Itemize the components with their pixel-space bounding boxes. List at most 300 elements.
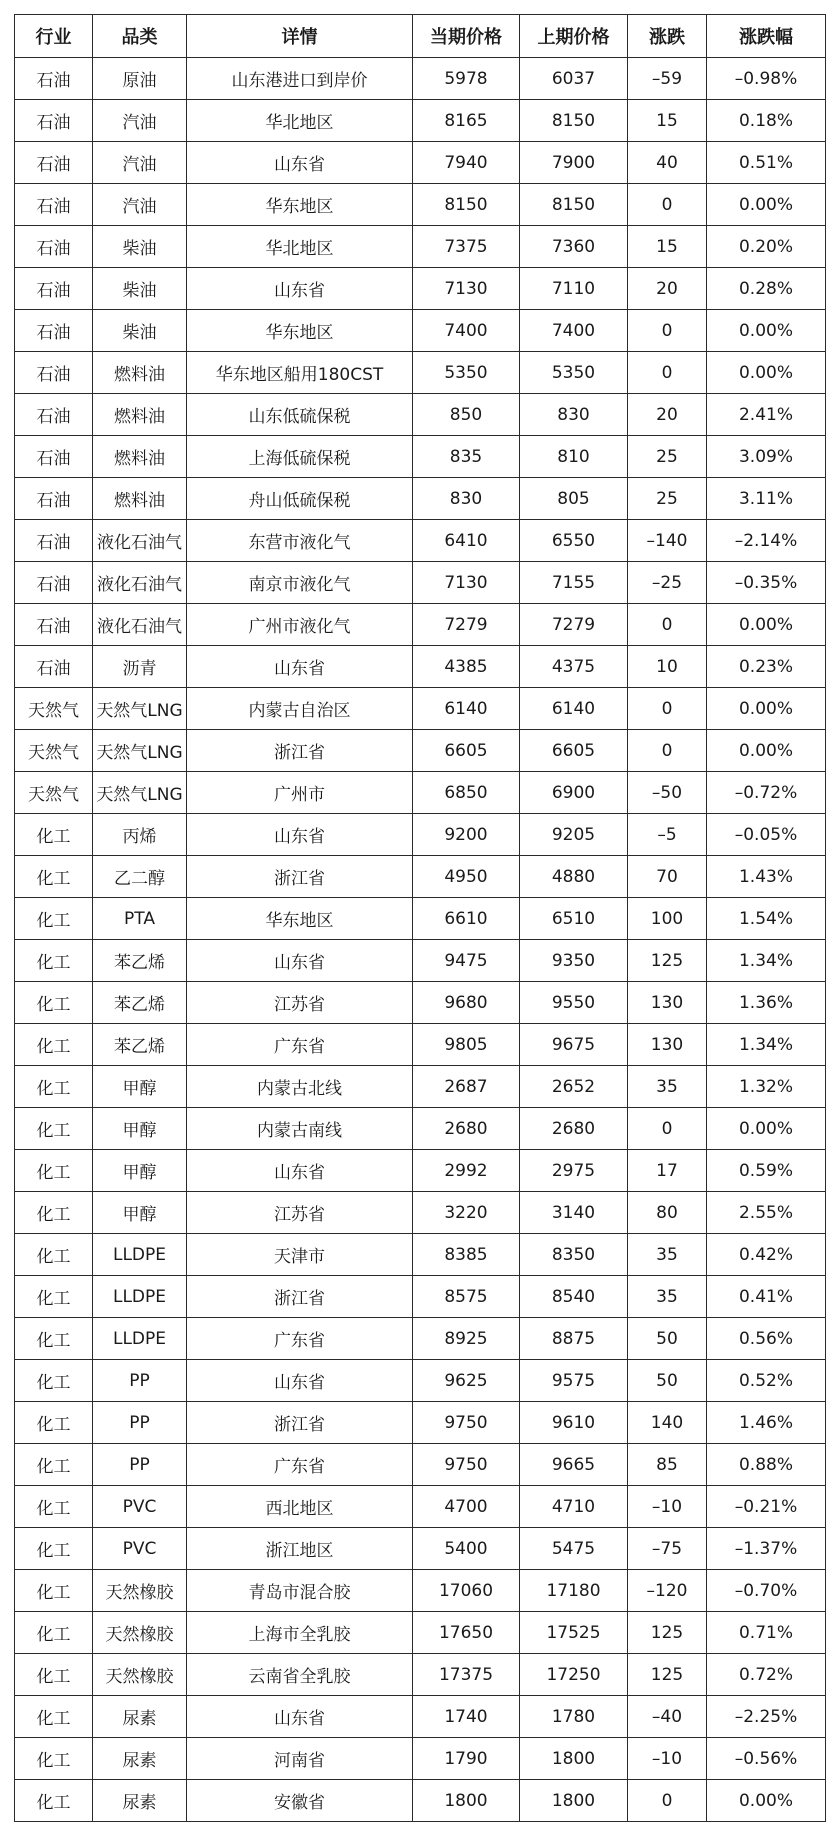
cell-previous-price: 830 <box>520 394 628 436</box>
cell-change: 50 <box>628 1360 707 1402</box>
cell-current-price: 7400 <box>413 310 520 352</box>
cell-detail: 华北地区 <box>187 100 413 142</box>
cell-change: –25 <box>628 562 707 604</box>
cell-category: 沥青 <box>93 646 187 688</box>
cell-category: 天然橡胶 <box>93 1612 187 1654</box>
price-table <box>14 14 826 1822</box>
cell-previous-price: 6510 <box>520 898 628 940</box>
cell-previous-price: 5350 <box>520 352 628 394</box>
header-previous-price: 上期价格 <box>520 15 628 58</box>
price-table-container <box>14 14 826 1822</box>
cell-current-price: 850 <box>413 394 520 436</box>
cell-category: 液化石油气 <box>93 562 187 604</box>
cell-current-price: 9475 <box>413 940 520 982</box>
header-industry: 行业 <box>15 15 93 58</box>
table-row <box>15 730 826 772</box>
cell-previous-price: 3140 <box>520 1192 628 1234</box>
cell-previous-price: 9675 <box>520 1024 628 1066</box>
cell-category: 甲醇 <box>93 1150 187 1192</box>
cell-change: 0 <box>628 688 707 730</box>
cell-previous-price: 7155 <box>520 562 628 604</box>
cell-previous-price: 6900 <box>520 772 628 814</box>
cell-industry: 化工 <box>15 1654 93 1696</box>
cell-change: 0 <box>628 352 707 394</box>
cell-category: 汽油 <box>93 142 187 184</box>
cell-change-percent: 1.32% <box>707 1066 826 1108</box>
cell-detail: 上海市全乳胶 <box>187 1612 413 1654</box>
cell-category: LLDPE <box>93 1234 187 1276</box>
cell-current-price: 9625 <box>413 1360 520 1402</box>
cell-category: 甲醇 <box>93 1108 187 1150</box>
cell-change-percent: –1.37% <box>707 1528 826 1570</box>
cell-category: 柴油 <box>93 226 187 268</box>
cell-change-percent: 0.00% <box>707 310 826 352</box>
cell-category: 燃料油 <box>93 436 187 478</box>
cell-detail: 广东省 <box>187 1024 413 1066</box>
header-row <box>15 15 826 58</box>
cell-change-percent: 3.11% <box>707 478 826 520</box>
cell-industry: 石油 <box>15 310 93 352</box>
cell-detail: 山东省 <box>187 940 413 982</box>
cell-industry: 石油 <box>15 646 93 688</box>
cell-detail: 山东省 <box>187 646 413 688</box>
table-row <box>15 646 826 688</box>
cell-change-percent: 0.59% <box>707 1150 826 1192</box>
cell-current-price: 9680 <box>413 982 520 1024</box>
cell-current-price: 8165 <box>413 100 520 142</box>
table-row <box>15 520 826 562</box>
cell-previous-price: 9610 <box>520 1402 628 1444</box>
cell-detail: 浙江省 <box>187 730 413 772</box>
cell-detail: 山东港进口到岸价 <box>187 58 413 100</box>
table-row <box>15 1276 826 1318</box>
cell-detail: 广州市液化气 <box>187 604 413 646</box>
table-row <box>15 184 826 226</box>
cell-change: 20 <box>628 268 707 310</box>
cell-detail: 广东省 <box>187 1444 413 1486</box>
header-current-price: 当期价格 <box>413 15 520 58</box>
cell-current-price: 17060 <box>413 1570 520 1612</box>
cell-industry: 化工 <box>15 1528 93 1570</box>
cell-category: 天然气LNG <box>93 772 187 814</box>
cell-previous-price: 7279 <box>520 604 628 646</box>
cell-current-price: 6410 <box>413 520 520 562</box>
cell-industry: 天然气 <box>15 730 93 772</box>
cell-previous-price: 9205 <box>520 814 628 856</box>
table-row <box>15 58 826 100</box>
cell-change: 70 <box>628 856 707 898</box>
cell-industry: 化工 <box>15 1612 93 1654</box>
cell-previous-price: 7400 <box>520 310 628 352</box>
cell-category: 天然气LNG <box>93 688 187 730</box>
cell-detail: 江苏省 <box>187 1192 413 1234</box>
cell-industry: 天然气 <box>15 772 93 814</box>
table-row <box>15 1780 826 1822</box>
cell-current-price: 5400 <box>413 1528 520 1570</box>
cell-current-price: 835 <box>413 436 520 478</box>
cell-detail: 东营市液化气 <box>187 520 413 562</box>
cell-change-percent: 0.00% <box>707 1780 826 1822</box>
cell-category: PP <box>93 1360 187 1402</box>
cell-previous-price: 7900 <box>520 142 628 184</box>
cell-category: LLDPE <box>93 1276 187 1318</box>
cell-change: 0 <box>628 604 707 646</box>
cell-change-percent: 0.28% <box>707 268 826 310</box>
cell-current-price: 3220 <box>413 1192 520 1234</box>
cell-detail: 华东地区 <box>187 898 413 940</box>
table-row <box>15 268 826 310</box>
cell-change: 25 <box>628 436 707 478</box>
table-row <box>15 1486 826 1528</box>
cell-change: –10 <box>628 1486 707 1528</box>
cell-change-percent: 3.09% <box>707 436 826 478</box>
cell-category: 天然气LNG <box>93 730 187 772</box>
cell-current-price: 17650 <box>413 1612 520 1654</box>
cell-current-price: 6610 <box>413 898 520 940</box>
cell-previous-price: 6605 <box>520 730 628 772</box>
cell-current-price: 1740 <box>413 1696 520 1738</box>
cell-previous-price: 4710 <box>520 1486 628 1528</box>
table-row <box>15 1696 826 1738</box>
cell-detail: 河南省 <box>187 1738 413 1780</box>
cell-previous-price: 7360 <box>520 226 628 268</box>
cell-change: –40 <box>628 1696 707 1738</box>
cell-detail: 内蒙古自治区 <box>187 688 413 730</box>
cell-category: PP <box>93 1444 187 1486</box>
cell-category: PTA <box>93 898 187 940</box>
cell-change: 125 <box>628 940 707 982</box>
cell-previous-price: 2652 <box>520 1066 628 1108</box>
cell-detail: 浙江省 <box>187 1276 413 1318</box>
cell-change: 35 <box>628 1234 707 1276</box>
table-row <box>15 772 826 814</box>
cell-change-percent: 2.41% <box>707 394 826 436</box>
cell-change-percent: 1.34% <box>707 1024 826 1066</box>
cell-current-price: 6140 <box>413 688 520 730</box>
cell-change-percent: 0.18% <box>707 100 826 142</box>
cell-change: 15 <box>628 226 707 268</box>
cell-industry: 石油 <box>15 478 93 520</box>
cell-industry: 石油 <box>15 268 93 310</box>
cell-industry: 石油 <box>15 352 93 394</box>
table-row <box>15 1318 826 1360</box>
table-row <box>15 1024 826 1066</box>
cell-category: 燃料油 <box>93 478 187 520</box>
cell-change: –10 <box>628 1738 707 1780</box>
cell-industry: 化工 <box>15 1108 93 1150</box>
cell-change-percent: 0.88% <box>707 1444 826 1486</box>
cell-change-percent: 0.20% <box>707 226 826 268</box>
cell-industry: 化工 <box>15 1570 93 1612</box>
table-row <box>15 352 826 394</box>
table-row <box>15 940 826 982</box>
cell-change-percent: 1.34% <box>707 940 826 982</box>
cell-category: 汽油 <box>93 184 187 226</box>
cell-change-percent: 1.54% <box>707 898 826 940</box>
cell-industry: 石油 <box>15 100 93 142</box>
cell-current-price: 9200 <box>413 814 520 856</box>
cell-change-percent: –0.98% <box>707 58 826 100</box>
cell-detail: 浙江省 <box>187 856 413 898</box>
table-body <box>15 58 826 1822</box>
cell-change-percent: 1.46% <box>707 1402 826 1444</box>
table-row <box>15 1150 826 1192</box>
cell-detail: 天津市 <box>187 1234 413 1276</box>
cell-change: 10 <box>628 646 707 688</box>
cell-detail: 内蒙古北线 <box>187 1066 413 1108</box>
cell-detail: 广州市 <box>187 772 413 814</box>
cell-detail: 华北地区 <box>187 226 413 268</box>
cell-industry: 化工 <box>15 940 93 982</box>
cell-category: 尿素 <box>93 1780 187 1822</box>
cell-change: 0 <box>628 184 707 226</box>
cell-previous-price: 17180 <box>520 1570 628 1612</box>
cell-change-percent: –0.70% <box>707 1570 826 1612</box>
cell-category: 汽油 <box>93 100 187 142</box>
cell-change-percent: 0.72% <box>707 1654 826 1696</box>
table-row <box>15 100 826 142</box>
cell-change: 0 <box>628 310 707 352</box>
cell-change: 80 <box>628 1192 707 1234</box>
table-row <box>15 1612 826 1654</box>
cell-current-price: 4950 <box>413 856 520 898</box>
cell-category: 苯乙烯 <box>93 940 187 982</box>
cell-industry: 天然气 <box>15 688 93 730</box>
cell-change: 25 <box>628 478 707 520</box>
cell-change-percent: 0.42% <box>707 1234 826 1276</box>
cell-change: 35 <box>628 1276 707 1318</box>
table-row <box>15 856 826 898</box>
cell-industry: 化工 <box>15 1318 93 1360</box>
cell-change: –120 <box>628 1570 707 1612</box>
cell-current-price: 9805 <box>413 1024 520 1066</box>
cell-current-price: 1790 <box>413 1738 520 1780</box>
cell-detail: 山东省 <box>187 1360 413 1402</box>
cell-category: PVC <box>93 1528 187 1570</box>
cell-category: 柴油 <box>93 310 187 352</box>
cell-previous-price: 7110 <box>520 268 628 310</box>
cell-change: 35 <box>628 1066 707 1108</box>
cell-change-percent: 0.56% <box>707 1318 826 1360</box>
cell-category: 丙烯 <box>93 814 187 856</box>
cell-industry: 石油 <box>15 604 93 646</box>
cell-current-price: 5978 <box>413 58 520 100</box>
cell-previous-price: 6550 <box>520 520 628 562</box>
cell-industry: 化工 <box>15 1024 93 1066</box>
cell-change-percent: 0.71% <box>707 1612 826 1654</box>
cell-category: LLDPE <box>93 1318 187 1360</box>
cell-category: PVC <box>93 1486 187 1528</box>
cell-category: 尿素 <box>93 1738 187 1780</box>
cell-change: 17 <box>628 1150 707 1192</box>
cell-industry: 石油 <box>15 226 93 268</box>
cell-category: 天然橡胶 <box>93 1570 187 1612</box>
cell-change-percent: 0.41% <box>707 1276 826 1318</box>
cell-change-percent: 2.55% <box>707 1192 826 1234</box>
cell-detail: 山东省 <box>187 268 413 310</box>
cell-current-price: 8150 <box>413 184 520 226</box>
cell-previous-price: 810 <box>520 436 628 478</box>
cell-change: –50 <box>628 772 707 814</box>
cell-category: 柴油 <box>93 268 187 310</box>
cell-change: 100 <box>628 898 707 940</box>
cell-current-price: 9750 <box>413 1402 520 1444</box>
cell-detail: 云南省全乳胶 <box>187 1654 413 1696</box>
cell-industry: 石油 <box>15 184 93 226</box>
cell-industry: 化工 <box>15 898 93 940</box>
table-row <box>15 898 826 940</box>
cell-change: 50 <box>628 1318 707 1360</box>
table-header <box>15 15 826 58</box>
cell-previous-price: 805 <box>520 478 628 520</box>
table-row <box>15 562 826 604</box>
cell-category: 苯乙烯 <box>93 1024 187 1066</box>
table-row <box>15 1444 826 1486</box>
cell-industry: 化工 <box>15 1738 93 1780</box>
cell-current-price: 8575 <box>413 1276 520 1318</box>
cell-industry: 石油 <box>15 58 93 100</box>
cell-detail: 华东地区船用180CST <box>187 352 413 394</box>
cell-category: 尿素 <box>93 1696 187 1738</box>
cell-category: 甲醇 <box>93 1192 187 1234</box>
cell-previous-price: 9550 <box>520 982 628 1024</box>
cell-previous-price: 8875 <box>520 1318 628 1360</box>
cell-change: 125 <box>628 1654 707 1696</box>
table-row <box>15 436 826 478</box>
cell-previous-price: 17525 <box>520 1612 628 1654</box>
cell-previous-price: 8150 <box>520 184 628 226</box>
cell-current-price: 4700 <box>413 1486 520 1528</box>
header-detail: 详情 <box>187 15 413 58</box>
cell-detail: 舟山低硫保税 <box>187 478 413 520</box>
cell-industry: 化工 <box>15 1150 93 1192</box>
cell-industry: 化工 <box>15 814 93 856</box>
cell-change: 0 <box>628 730 707 772</box>
cell-current-price: 4385 <box>413 646 520 688</box>
table-row <box>15 982 826 1024</box>
cell-industry: 化工 <box>15 1780 93 1822</box>
cell-detail: 南京市液化气 <box>187 562 413 604</box>
cell-detail: 上海低硫保税 <box>187 436 413 478</box>
cell-change-percent: 1.36% <box>707 982 826 1024</box>
cell-industry: 化工 <box>15 1066 93 1108</box>
cell-current-price: 2680 <box>413 1108 520 1150</box>
cell-current-price: 8925 <box>413 1318 520 1360</box>
cell-previous-price: 8540 <box>520 1276 628 1318</box>
table-row <box>15 1402 826 1444</box>
cell-change-percent: –0.35% <box>707 562 826 604</box>
cell-industry: 石油 <box>15 562 93 604</box>
cell-detail: 西北地区 <box>187 1486 413 1528</box>
cell-industry: 化工 <box>15 1234 93 1276</box>
cell-previous-price: 9350 <box>520 940 628 982</box>
cell-category: 乙二醇 <box>93 856 187 898</box>
cell-previous-price: 9575 <box>520 1360 628 1402</box>
cell-current-price: 830 <box>413 478 520 520</box>
table-row <box>15 1528 826 1570</box>
cell-current-price: 6850 <box>413 772 520 814</box>
cell-current-price: 9750 <box>413 1444 520 1486</box>
cell-previous-price: 4880 <box>520 856 628 898</box>
cell-current-price: 7130 <box>413 268 520 310</box>
cell-change-percent: –0.72% <box>707 772 826 814</box>
cell-change: 20 <box>628 394 707 436</box>
table-row <box>15 688 826 730</box>
cell-change: 15 <box>628 100 707 142</box>
table-row <box>15 226 826 268</box>
cell-detail: 山东省 <box>187 814 413 856</box>
header-change-percent: 涨跌幅 <box>707 15 826 58</box>
cell-previous-price: 8350 <box>520 1234 628 1276</box>
cell-industry: 化工 <box>15 1696 93 1738</box>
header-change: 涨跌 <box>628 15 707 58</box>
cell-detail: 浙江地区 <box>187 1528 413 1570</box>
cell-detail: 浙江省 <box>187 1402 413 1444</box>
cell-category: 液化石油气 <box>93 604 187 646</box>
cell-change-percent: 0.00% <box>707 688 826 730</box>
cell-change-percent: 0.00% <box>707 604 826 646</box>
cell-industry: 石油 <box>15 436 93 478</box>
cell-current-price: 7279 <box>413 604 520 646</box>
cell-change-percent: 1.43% <box>707 856 826 898</box>
table-row <box>15 1654 826 1696</box>
cell-change-percent: 0.00% <box>707 730 826 772</box>
cell-change-percent: –0.21% <box>707 1486 826 1528</box>
cell-detail: 山东省 <box>187 142 413 184</box>
cell-category: PP <box>93 1402 187 1444</box>
cell-previous-price: 8150 <box>520 100 628 142</box>
cell-previous-price: 6037 <box>520 58 628 100</box>
cell-industry: 化工 <box>15 1402 93 1444</box>
cell-change-percent: 0.51% <box>707 142 826 184</box>
table-row <box>15 142 826 184</box>
cell-industry: 石油 <box>15 142 93 184</box>
cell-current-price: 7940 <box>413 142 520 184</box>
cell-detail: 青岛市混合胶 <box>187 1570 413 1612</box>
cell-previous-price: 5475 <box>520 1528 628 1570</box>
cell-change: 85 <box>628 1444 707 1486</box>
cell-change-percent: –0.56% <box>707 1738 826 1780</box>
cell-current-price: 17375 <box>413 1654 520 1696</box>
table-row <box>15 394 826 436</box>
cell-detail: 内蒙古南线 <box>187 1108 413 1150</box>
cell-category: 甲醇 <box>93 1066 187 1108</box>
cell-current-price: 6605 <box>413 730 520 772</box>
cell-detail: 华东地区 <box>187 310 413 352</box>
cell-industry: 化工 <box>15 1486 93 1528</box>
cell-current-price: 5350 <box>413 352 520 394</box>
cell-previous-price: 9665 <box>520 1444 628 1486</box>
cell-change: –5 <box>628 814 707 856</box>
cell-detail: 山东省 <box>187 1696 413 1738</box>
cell-change-percent: 0.00% <box>707 352 826 394</box>
table-row <box>15 1066 826 1108</box>
cell-current-price: 1800 <box>413 1780 520 1822</box>
cell-change-percent: 0.00% <box>707 1108 826 1150</box>
table-row <box>15 310 826 352</box>
cell-current-price: 8385 <box>413 1234 520 1276</box>
table-row <box>15 1108 826 1150</box>
table-row <box>15 1192 826 1234</box>
cell-previous-price: 2975 <box>520 1150 628 1192</box>
table-row <box>15 1234 826 1276</box>
cell-change-percent: 0.52% <box>707 1360 826 1402</box>
cell-change-percent: –0.05% <box>707 814 826 856</box>
cell-current-price: 2992 <box>413 1150 520 1192</box>
cell-change-percent: –2.25% <box>707 1696 826 1738</box>
cell-previous-price: 2680 <box>520 1108 628 1150</box>
cell-change: –59 <box>628 58 707 100</box>
